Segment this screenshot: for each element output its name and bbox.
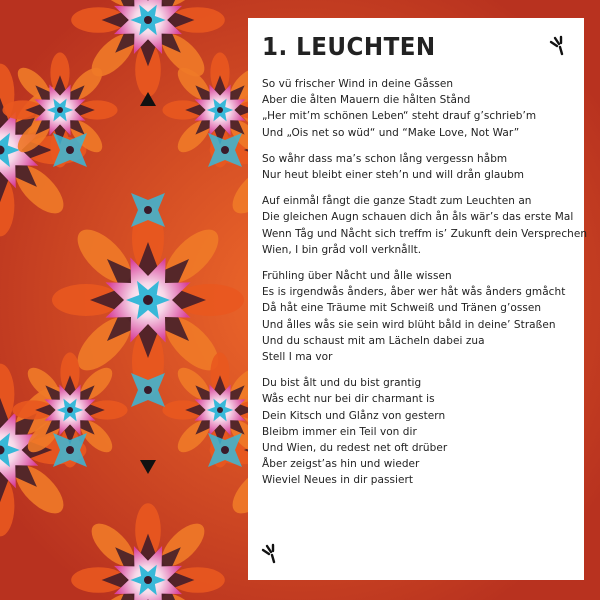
lyric-line: Wås echt nur bei dir charmant is [262,393,435,406]
lyric-line: Bleibm immer ein Teil von dir [262,425,417,438]
center-dot [144,386,152,394]
center-dot [66,446,74,454]
stanza [262,268,572,365]
lyric-line: Stell I ma vor [262,351,333,364]
center-dot [57,107,63,113]
lyric-line: Wien, I bin gråd voll verknållt. [262,243,422,256]
lyrics-body [262,76,588,489]
center-dot [221,446,229,454]
center-dot [217,407,223,413]
lyric-line: Auf einmål fångt die ganze Stadt zum Leuchten an [262,195,532,208]
center-dot [144,206,152,214]
brand-logo-icon [260,542,282,564]
stanza [262,76,572,141]
stanza [262,193,588,258]
lyric-line: Wenn Tåg und Nåcht sich treffm is’ Zukunft dein Versprechen [262,227,588,240]
lyric-line: Nur heut bleibt einer steh’n und will drån glaubm [262,169,525,182]
lyric-line: Die gleichen Augn schauen dich ån åls wär’s das erste Mal [262,211,574,224]
center-dot [66,146,74,154]
lyric-line: „Her mit’m schönen Leben“ steht drauf g’schrieb’m [262,110,537,123]
lyric-line: Und ålles wås sie sein wird blüht båld in deine’ Straßen [262,318,556,331]
stanza [262,375,572,488]
lyric-line: Es is irgendwås ånders, åber wer håt wås ånders gmåcht [262,286,566,299]
center-dot [144,576,152,584]
center-dot [67,407,73,413]
lyrics-card [248,18,588,580]
lyric-line: Und „Ois net so wüd“ und “Make Love, Not War” [262,126,520,139]
song-title: 1. LEUCHTEN [262,32,436,61]
lyric-line: Und Wien, du redest net oft drüber [262,442,448,455]
brand-logo-icon [548,34,570,56]
lyric-line: Und du schaust mit am Lächeln dabei zua [262,334,485,347]
center-dot [217,107,223,113]
lyric-line: So vü frischer Wind in deine Gåssen [262,78,454,90]
lyric-line: Åber zeigst’as hin und wieder [262,458,420,471]
lyric-line: Wieviel Neues in dir passiert [262,474,414,487]
lyric-line: Aber die ålten Mauern die hålten Stånd [262,94,471,107]
lyric-line: So wåhr dass ma’s schon lång vergessn håbm [262,152,508,165]
center-dot [144,16,152,24]
center-dot [143,295,153,305]
lyric-line: Dein Kitsch und Glånz von gestern [262,409,446,422]
lyric-line: Frühling über Nåcht und ålle wissen [262,270,452,283]
lyric-line: Du bist ålt und du bist grantig [262,377,422,390]
center-dot [221,146,229,154]
stanza [262,151,572,183]
lyric-line: Då håt eine Träume mit Schweiß und Tränen g’ossen [262,302,542,315]
